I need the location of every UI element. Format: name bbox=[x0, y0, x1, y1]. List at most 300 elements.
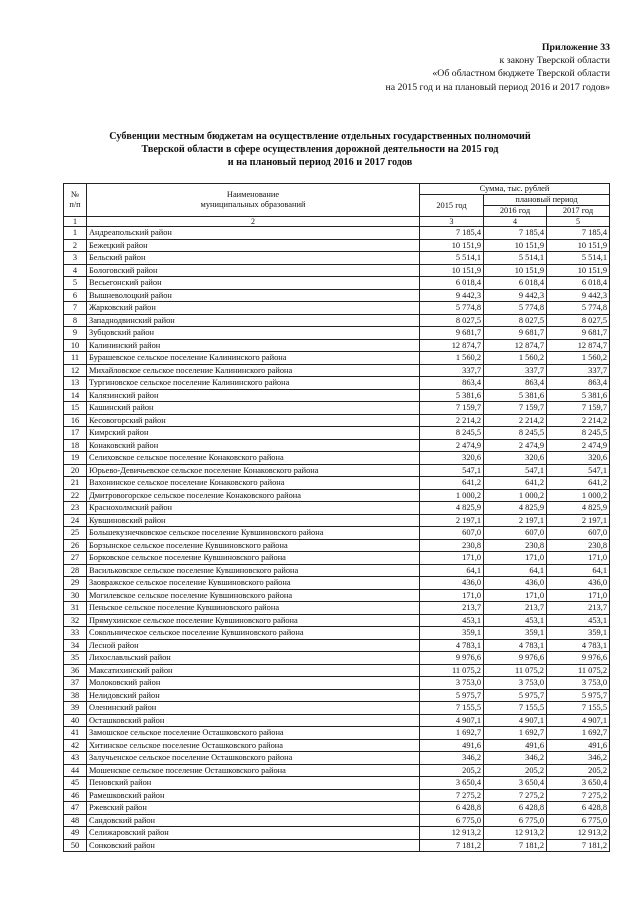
table-row bbox=[64, 302, 610, 315]
amount-2015: 7 181,2 bbox=[420, 839, 484, 852]
table-row bbox=[64, 252, 610, 265]
table-row bbox=[64, 502, 610, 515]
municipality-name: Максатихинский район bbox=[87, 664, 420, 677]
row-number: 6 bbox=[64, 289, 87, 302]
amount-2015: 9 976,6 bbox=[420, 652, 484, 665]
municipality-name: Дмитровогорское сельское поселение Конаковского района bbox=[87, 489, 420, 502]
amount-2015: 7 275,2 bbox=[420, 789, 484, 802]
amount-2015: 10 151,9 bbox=[420, 264, 484, 277]
municipality-name: Конаковский район bbox=[87, 439, 420, 452]
amount-2017: 3 650,4 bbox=[547, 777, 610, 790]
amount-2016: 213,7 bbox=[484, 602, 547, 615]
heading-line: и на плановый период 2016 и 2017 годов bbox=[227, 157, 413, 168]
amount-2016: 641,2 bbox=[484, 477, 547, 490]
table-row bbox=[64, 289, 610, 302]
amount-2017: 12 874,7 bbox=[547, 339, 610, 352]
amount-2017: 7 159,7 bbox=[547, 402, 610, 415]
municipality-name: Селижаровский район bbox=[87, 827, 420, 840]
amount-2017: 2 197,1 bbox=[547, 514, 610, 527]
header-name: Наименование муниципальных образований bbox=[87, 184, 420, 217]
subsidy-table bbox=[63, 183, 610, 852]
row-number: 9 bbox=[64, 327, 87, 340]
row-number: 34 bbox=[64, 639, 87, 652]
municipality-name: Кесовогорский район bbox=[87, 414, 420, 427]
municipality-name: Юрьево-Девичьевское сельское поселение Конаковского района bbox=[87, 464, 420, 477]
table-row bbox=[64, 364, 610, 377]
header-plan: плановый период bbox=[484, 195, 610, 206]
amount-2015: 607,0 bbox=[420, 527, 484, 540]
table-row bbox=[64, 377, 610, 390]
row-number: 30 bbox=[64, 589, 87, 602]
municipality-name: Тургиновское сельское поселение Калининского района bbox=[87, 377, 420, 390]
amount-2017: 7 155,5 bbox=[547, 702, 610, 715]
amount-2016: 453,1 bbox=[484, 614, 547, 627]
municipality-name: Бежецкий район bbox=[87, 239, 420, 252]
amount-2016: 8 027,5 bbox=[484, 314, 547, 327]
table-row bbox=[64, 527, 610, 540]
row-number: 40 bbox=[64, 714, 87, 727]
table-row bbox=[64, 714, 610, 727]
municipality-name: Кашинский район bbox=[87, 402, 420, 415]
document-heading bbox=[40, 130, 600, 169]
table-row bbox=[64, 839, 610, 852]
table-row bbox=[64, 389, 610, 402]
table-row bbox=[64, 702, 610, 715]
amount-2016: 5 381,6 bbox=[484, 389, 547, 402]
municipality-name: Нелидовский район bbox=[87, 689, 420, 702]
table-row bbox=[64, 564, 610, 577]
amount-2017: 4 825,9 bbox=[547, 502, 610, 515]
amount-2017: 5 975,7 bbox=[547, 689, 610, 702]
amount-2017: 12 913,2 bbox=[547, 827, 610, 840]
row-number: 10 bbox=[64, 339, 87, 352]
amount-2016: 205,2 bbox=[484, 764, 547, 777]
amount-2017: 5 774,8 bbox=[547, 302, 610, 315]
row-number: 19 bbox=[64, 452, 87, 465]
amount-2015: 436,0 bbox=[420, 577, 484, 590]
amount-2015: 1 560,2 bbox=[420, 352, 484, 365]
amount-2017: 2 214,2 bbox=[547, 414, 610, 427]
amount-2017: 2 474,9 bbox=[547, 439, 610, 452]
municipality-name: Молоковский район bbox=[87, 677, 420, 690]
amount-2016: 171,0 bbox=[484, 589, 547, 602]
amount-2016: 3 753,0 bbox=[484, 677, 547, 690]
amount-2015: 230,8 bbox=[420, 539, 484, 552]
amount-2017: 6 018,4 bbox=[547, 277, 610, 290]
table-row bbox=[64, 327, 610, 340]
amount-2016: 320,6 bbox=[484, 452, 547, 465]
row-number: 24 bbox=[64, 514, 87, 527]
row-number: 28 bbox=[64, 564, 87, 577]
amount-2015: 6 428,8 bbox=[420, 802, 484, 815]
amount-2016: 10 151,9 bbox=[484, 239, 547, 252]
table-row bbox=[64, 764, 610, 777]
amount-2017: 230,8 bbox=[547, 539, 610, 552]
amount-2016: 6 428,8 bbox=[484, 802, 547, 815]
municipality-name: Замошское сельское поселение Осташковского района bbox=[87, 727, 420, 740]
municipality-name: Осташковский район bbox=[87, 714, 420, 727]
amount-2015: 346,2 bbox=[420, 752, 484, 765]
municipality-name: Вахонинское сельское поселение Конаковского района bbox=[87, 477, 420, 490]
amount-2017: 7 181,2 bbox=[547, 839, 610, 852]
amount-2017: 10 151,9 bbox=[547, 239, 610, 252]
amount-2015: 4 783,1 bbox=[420, 639, 484, 652]
amount-2017: 320,6 bbox=[547, 452, 610, 465]
amount-2015: 4 825,9 bbox=[420, 502, 484, 515]
municipality-name: Зубцовский район bbox=[87, 327, 420, 340]
table-row bbox=[64, 314, 610, 327]
amount-2017: 8 245,5 bbox=[547, 427, 610, 440]
table-row bbox=[64, 339, 610, 352]
header-index: 4 bbox=[484, 217, 547, 227]
amount-2015: 3 650,4 bbox=[420, 777, 484, 790]
table-row bbox=[64, 689, 610, 702]
amount-2015: 2 214,2 bbox=[420, 414, 484, 427]
header-2015: 2015 год bbox=[420, 195, 484, 217]
amount-2016: 359,1 bbox=[484, 627, 547, 640]
row-number: 13 bbox=[64, 377, 87, 390]
municipality-name: Западнодвинский район bbox=[87, 314, 420, 327]
municipality-name: Весьегонский район bbox=[87, 277, 420, 290]
table-row bbox=[64, 239, 610, 252]
amount-2016: 6 775,0 bbox=[484, 814, 547, 827]
amount-2015: 5 381,6 bbox=[420, 389, 484, 402]
amount-2017: 4 907,1 bbox=[547, 714, 610, 727]
amount-2015: 6 775,0 bbox=[420, 814, 484, 827]
municipality-name: Бельский район bbox=[87, 252, 420, 265]
table-row bbox=[64, 352, 610, 365]
municipality-name: Бологовский район bbox=[87, 264, 420, 277]
amount-2015: 6 018,4 bbox=[420, 277, 484, 290]
row-number: 20 bbox=[64, 464, 87, 477]
table-row bbox=[64, 514, 610, 527]
amount-2015: 1 692,7 bbox=[420, 727, 484, 740]
amount-2016: 1 560,2 bbox=[484, 352, 547, 365]
amount-2015: 213,7 bbox=[420, 602, 484, 615]
header-2016: 2016 год bbox=[484, 206, 547, 217]
row-number: 35 bbox=[64, 652, 87, 665]
row-number: 33 bbox=[64, 627, 87, 640]
row-number: 15 bbox=[64, 402, 87, 415]
table-row bbox=[64, 777, 610, 790]
amount-2015: 4 907,1 bbox=[420, 714, 484, 727]
row-number: 16 bbox=[64, 414, 87, 427]
header-index: 3 bbox=[420, 217, 484, 227]
amount-2015: 3 753,0 bbox=[420, 677, 484, 690]
amount-2017: 9 442,3 bbox=[547, 289, 610, 302]
table-row bbox=[64, 489, 610, 502]
municipality-name: Прямухинское сельское поселение Кувшиновского района bbox=[87, 614, 420, 627]
municipality-name: Калязинский район bbox=[87, 389, 420, 402]
table-row bbox=[64, 552, 610, 565]
appendix-line: на 2015 год и на плановый период 2016 и 2017 годов» bbox=[385, 81, 610, 93]
amount-2017: 641,2 bbox=[547, 477, 610, 490]
amount-2016: 7 181,2 bbox=[484, 839, 547, 852]
municipality-name: Хитинское сельское поселение Осташковского района bbox=[87, 739, 420, 752]
amount-2015: 320,6 bbox=[420, 452, 484, 465]
amount-2017: 491,6 bbox=[547, 739, 610, 752]
amount-2016: 7 155,5 bbox=[484, 702, 547, 715]
table-row bbox=[64, 739, 610, 752]
amount-2016: 3 650,4 bbox=[484, 777, 547, 790]
municipality-name: Борзынское сельское поселение Кувшиновского района bbox=[87, 539, 420, 552]
amount-2015: 64,1 bbox=[420, 564, 484, 577]
amount-2016: 5 975,7 bbox=[484, 689, 547, 702]
municipality-name: Михайловское сельское поселение Калининского района bbox=[87, 364, 420, 377]
amount-2016: 547,1 bbox=[484, 464, 547, 477]
header-index: 1 bbox=[64, 217, 87, 227]
municipality-name: Рамешковский район bbox=[87, 789, 420, 802]
amount-2015: 1 000,2 bbox=[420, 489, 484, 502]
header-num: № п/п bbox=[64, 184, 87, 217]
municipality-name: Васильковское сельское поселение Кувшиновского района bbox=[87, 564, 420, 577]
amount-2017: 9 681,7 bbox=[547, 327, 610, 340]
row-number: 38 bbox=[64, 689, 87, 702]
amount-2016: 863,4 bbox=[484, 377, 547, 390]
amount-2017: 359,1 bbox=[547, 627, 610, 640]
row-number: 26 bbox=[64, 539, 87, 552]
amount-2016: 11 075,2 bbox=[484, 664, 547, 677]
amount-2015: 547,1 bbox=[420, 464, 484, 477]
amount-2016: 171,0 bbox=[484, 552, 547, 565]
table-row bbox=[64, 427, 610, 440]
amount-2017: 1 560,2 bbox=[547, 352, 610, 365]
amount-2017: 5 514,1 bbox=[547, 252, 610, 265]
amount-2017: 10 151,9 bbox=[547, 264, 610, 277]
amount-2015: 359,1 bbox=[420, 627, 484, 640]
table-row bbox=[64, 452, 610, 465]
header-sum: Сумма, тыс. рублей bbox=[420, 184, 610, 195]
row-number: 17 bbox=[64, 427, 87, 440]
municipality-name: Залучьенское сельское поселение Осташковского района bbox=[87, 752, 420, 765]
table-row bbox=[64, 414, 610, 427]
header-index: 2 bbox=[87, 217, 420, 227]
municipality-name: Калининский район bbox=[87, 339, 420, 352]
amount-2016: 4 907,1 bbox=[484, 714, 547, 727]
table-row bbox=[64, 677, 610, 690]
row-number: 8 bbox=[64, 314, 87, 327]
amount-2017: 64,1 bbox=[547, 564, 610, 577]
table-row bbox=[64, 477, 610, 490]
table-row bbox=[64, 264, 610, 277]
row-number: 27 bbox=[64, 552, 87, 565]
amount-2016: 337,7 bbox=[484, 364, 547, 377]
heading-line: Субвенции местным бюджетам на осуществление отдельных государственных полномочий bbox=[109, 131, 531, 142]
amount-2015: 863,4 bbox=[420, 377, 484, 390]
municipality-name: Ржевский район bbox=[87, 802, 420, 815]
table-row bbox=[64, 652, 610, 665]
row-number: 3 bbox=[64, 252, 87, 265]
amount-2016: 7 159,7 bbox=[484, 402, 547, 415]
table-row bbox=[64, 639, 610, 652]
appendix-line: «Об областном бюджете Тверской области bbox=[432, 68, 610, 80]
amount-2016: 9 976,6 bbox=[484, 652, 547, 665]
amount-2017: 436,0 bbox=[547, 577, 610, 590]
amount-2015: 5 975,7 bbox=[420, 689, 484, 702]
table-row bbox=[64, 277, 610, 290]
municipality-name: Вышневолоцкий район bbox=[87, 289, 420, 302]
municipality-name: Сонковский район bbox=[87, 839, 420, 852]
amount-2016: 1 000,2 bbox=[484, 489, 547, 502]
municipality-name: Сандовский район bbox=[87, 814, 420, 827]
row-number: 11 bbox=[64, 352, 87, 365]
row-number: 7 bbox=[64, 302, 87, 315]
row-number: 22 bbox=[64, 489, 87, 502]
municipality-name: Борковское сельское поселение Кувшиновского района bbox=[87, 552, 420, 565]
amount-2015: 8 245,5 bbox=[420, 427, 484, 440]
row-number: 49 bbox=[64, 827, 87, 840]
amount-2015: 205,2 bbox=[420, 764, 484, 777]
amount-2016: 491,6 bbox=[484, 739, 547, 752]
amount-2017: 863,4 bbox=[547, 377, 610, 390]
header-2017: 2017 год bbox=[547, 206, 610, 217]
row-number: 25 bbox=[64, 527, 87, 540]
amount-2016: 12 874,7 bbox=[484, 339, 547, 352]
municipality-name: Пеньское сельское поселение Кувшиновского района bbox=[87, 602, 420, 615]
amount-2016: 5 514,1 bbox=[484, 252, 547, 265]
row-number: 2 bbox=[64, 239, 87, 252]
amount-2015: 9 442,3 bbox=[420, 289, 484, 302]
amount-2017: 3 753,0 bbox=[547, 677, 610, 690]
municipality-name: Большекузнечковское сельское поселение Кувшиновского района bbox=[87, 527, 420, 540]
municipality-name: Пеновский район bbox=[87, 777, 420, 790]
amount-2015: 11 075,2 bbox=[420, 664, 484, 677]
municipality-name: Лихославльский район bbox=[87, 652, 420, 665]
amount-2015: 10 151,9 bbox=[420, 239, 484, 252]
amount-2016: 2 197,1 bbox=[484, 514, 547, 527]
row-number: 44 bbox=[64, 764, 87, 777]
table-row bbox=[64, 802, 610, 815]
amount-2016: 436,0 bbox=[484, 577, 547, 590]
amount-2016: 8 245,5 bbox=[484, 427, 547, 440]
row-number: 39 bbox=[64, 702, 87, 715]
amount-2017: 1 000,2 bbox=[547, 489, 610, 502]
amount-2016: 4 825,9 bbox=[484, 502, 547, 515]
table-row bbox=[64, 664, 610, 677]
header-index: 5 bbox=[547, 217, 610, 227]
amount-2015: 7 155,5 bbox=[420, 702, 484, 715]
row-number: 45 bbox=[64, 777, 87, 790]
municipality-name: Бурашевское сельское поселение Калининского района bbox=[87, 352, 420, 365]
table-row bbox=[64, 577, 610, 590]
amount-2017: 205,2 bbox=[547, 764, 610, 777]
appendix-line: к закону Тверской области bbox=[499, 55, 610, 67]
amount-2015: 171,0 bbox=[420, 589, 484, 602]
municipality-name: Селиховское сельское поселение Конаковского района bbox=[87, 452, 420, 465]
row-number: 31 bbox=[64, 602, 87, 615]
table-body bbox=[64, 227, 610, 852]
row-number: 47 bbox=[64, 802, 87, 815]
amount-2017: 11 075,2 bbox=[547, 664, 610, 677]
amount-2016: 10 151,9 bbox=[484, 264, 547, 277]
amount-2017: 6 775,0 bbox=[547, 814, 610, 827]
municipality-name: Заовражское сельское поселение Кувшиновского района bbox=[87, 577, 420, 590]
amount-2016: 9 681,7 bbox=[484, 327, 547, 340]
amount-2016: 64,1 bbox=[484, 564, 547, 577]
table-row bbox=[64, 227, 610, 240]
municipality-name: Жарковский район bbox=[87, 302, 420, 315]
row-number: 37 bbox=[64, 677, 87, 690]
amount-2015: 9 681,7 bbox=[420, 327, 484, 340]
table-row bbox=[64, 827, 610, 840]
amount-2015: 7 185,4 bbox=[420, 227, 484, 240]
row-number: 18 bbox=[64, 439, 87, 452]
amount-2016: 5 774,8 bbox=[484, 302, 547, 315]
appendix-title: Приложение 33 bbox=[541, 42, 610, 53]
row-number: 41 bbox=[64, 727, 87, 740]
row-number: 32 bbox=[64, 614, 87, 627]
amount-2017: 1 692,7 bbox=[547, 727, 610, 740]
row-number: 4 bbox=[64, 264, 87, 277]
table-row bbox=[64, 752, 610, 765]
amount-2015: 5 774,8 bbox=[420, 302, 484, 315]
row-number: 1 bbox=[64, 227, 87, 240]
row-number: 50 bbox=[64, 839, 87, 852]
amount-2016: 7 185,4 bbox=[484, 227, 547, 240]
amount-2016: 1 692,7 bbox=[484, 727, 547, 740]
table-row bbox=[64, 464, 610, 477]
row-number: 23 bbox=[64, 502, 87, 515]
table-row bbox=[64, 627, 610, 640]
table-row bbox=[64, 539, 610, 552]
amount-2016: 9 442,3 bbox=[484, 289, 547, 302]
amount-2016: 6 018,4 bbox=[484, 277, 547, 290]
amount-2017: 547,1 bbox=[547, 464, 610, 477]
row-number: 42 bbox=[64, 739, 87, 752]
municipality-name: Могилевское сельское поселение Кувшиновского района bbox=[87, 589, 420, 602]
amount-2017: 8 027,5 bbox=[547, 314, 610, 327]
amount-2017: 213,7 bbox=[547, 602, 610, 615]
amount-2017: 5 381,6 bbox=[547, 389, 610, 402]
amount-2016: 230,8 bbox=[484, 539, 547, 552]
heading-line: Тверской области в сфере осуществления дорожной деятельности на 2015 год bbox=[141, 144, 499, 155]
amount-2017: 453,1 bbox=[547, 614, 610, 627]
row-number: 5 bbox=[64, 277, 87, 290]
row-number: 21 bbox=[64, 477, 87, 490]
municipality-name: Андреапольский район bbox=[87, 227, 420, 240]
table-row bbox=[64, 602, 610, 615]
amount-2017: 6 428,8 bbox=[547, 802, 610, 815]
amount-2017: 607,0 bbox=[547, 527, 610, 540]
row-number: 48 bbox=[64, 814, 87, 827]
amount-2017: 4 783,1 bbox=[547, 639, 610, 652]
amount-2016: 346,2 bbox=[484, 752, 547, 765]
row-number: 36 bbox=[64, 664, 87, 677]
amount-2015: 491,6 bbox=[420, 739, 484, 752]
table-row bbox=[64, 614, 610, 627]
amount-2015: 5 514,1 bbox=[420, 252, 484, 265]
amount-2017: 337,7 bbox=[547, 364, 610, 377]
row-number: 14 bbox=[64, 389, 87, 402]
table-row bbox=[64, 439, 610, 452]
municipality-name: Лесной район bbox=[87, 639, 420, 652]
amount-2016: 2 214,2 bbox=[484, 414, 547, 427]
amount-2016: 7 275,2 bbox=[484, 789, 547, 802]
amount-2015: 2 197,1 bbox=[420, 514, 484, 527]
amount-2017: 9 976,6 bbox=[547, 652, 610, 665]
municipality-name: Кувшиновский район bbox=[87, 514, 420, 527]
amount-2017: 171,0 bbox=[547, 589, 610, 602]
row-number: 29 bbox=[64, 577, 87, 590]
row-number: 43 bbox=[64, 752, 87, 765]
amount-2015: 2 474,9 bbox=[420, 439, 484, 452]
amount-2015: 8 027,5 bbox=[420, 314, 484, 327]
amount-2017: 171,0 bbox=[547, 552, 610, 565]
amount-2016: 2 474,9 bbox=[484, 439, 547, 452]
table-row bbox=[64, 589, 610, 602]
amount-2015: 337,7 bbox=[420, 364, 484, 377]
amount-2017: 7 275,2 bbox=[547, 789, 610, 802]
